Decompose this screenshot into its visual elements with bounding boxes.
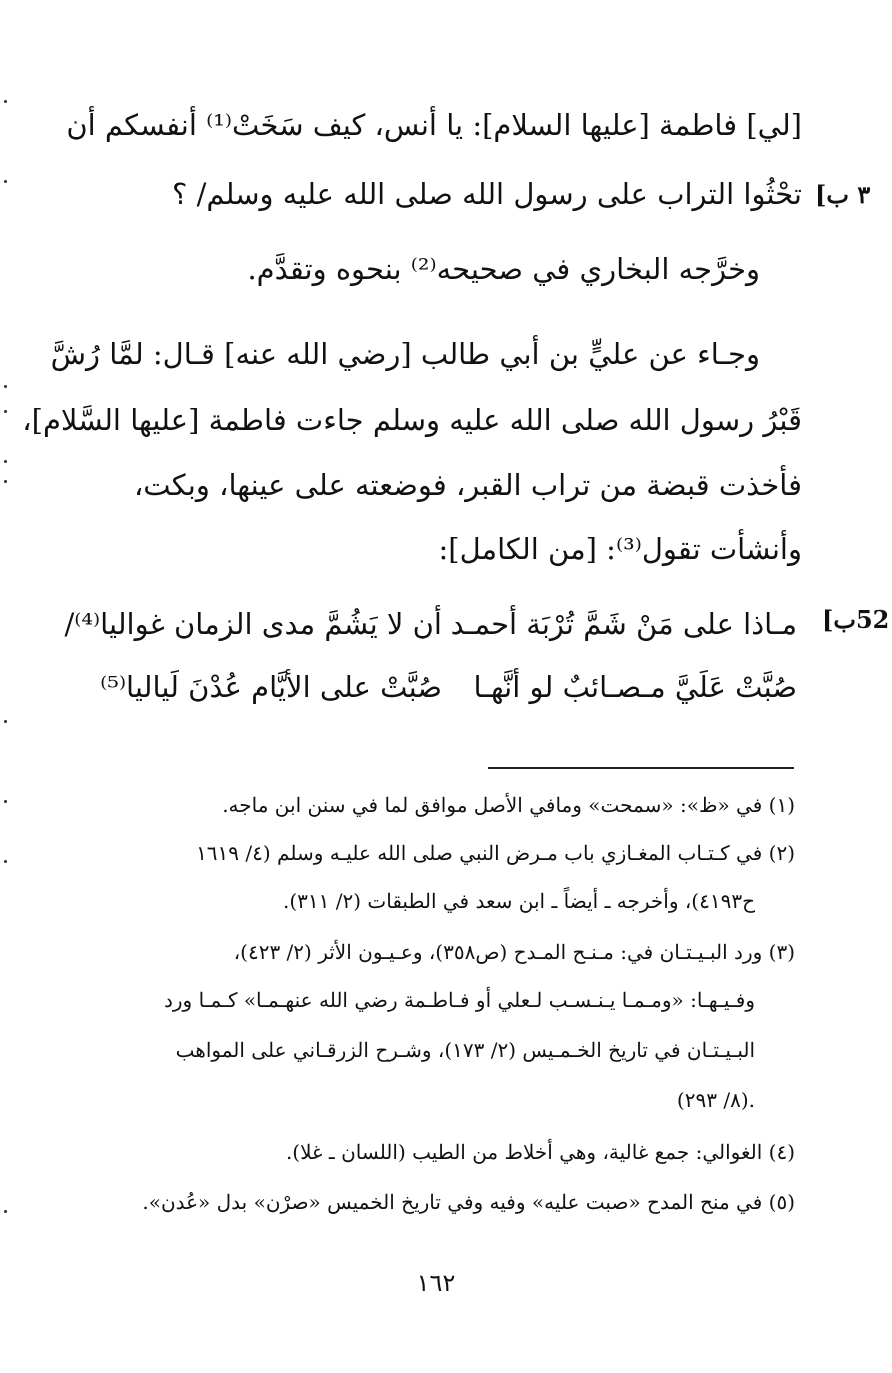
- body-line: تحْثُوا التراب على رسول الله صلى الله عليه وسلم/ ؟: [171, 177, 802, 211]
- edge-mark: [4, 860, 7, 863]
- footnote-line: (١) في «ظ»: «سمحت» ومافي الأصل موافق لما في سنن ابن ماجه.: [222, 793, 795, 817]
- edge-mark: [4, 1210, 7, 1213]
- edge-mark: [4, 800, 7, 803]
- body-line: [لي] فاطمة [عليها السلام]: يا أنس، كيف سَخَتْ⁽¹⁾ أنفسكم أن: [66, 108, 802, 142]
- footnote-line: البـيـتـان في تاريخ الخـمـيس (٢/ ١٧٣)، وشـرح الزرقـاني على المواهب: [175, 1038, 755, 1062]
- footnote-line: (٤) الغوالي: جمع غالية، وهي أخلاط من الطيب (اللسان ـ غلا).: [285, 1140, 795, 1164]
- body-line: فأخذت قبضة من تراب القبر، فوضعته على عينها، وبكت،: [133, 468, 802, 502]
- footnote-line: (٢) في كـتـاب المغـازي باب مـرض النبي صلى الله عليـه وسلم (٤/ ١٦١٩: [196, 841, 795, 865]
- footnote-line: وفـيـهـا: «ومـمـا يـنـسـب لـعلي أو فـاطـمة رضي الله عنهـمـا» كـمـا ورد: [163, 988, 755, 1012]
- verse-second-hemistich: أن لا يَشُمَّ مدى الزمان غواليا⁽⁴⁾/: [64, 607, 442, 641]
- edge-mark: [4, 480, 7, 483]
- margin-folio-note: 52ب]: [822, 605, 890, 634]
- footnote-line: (٣) ورد البـيـتـان في: مـنـح المـدح (ص٣٥٨)، وعـيـون الأثر (٢/ ٤٢٣)،: [233, 940, 795, 964]
- page-number: ١٦٢: [416, 1269, 456, 1297]
- footnote-separator: [488, 767, 794, 769]
- edge-mark: [4, 180, 7, 183]
- edge-mark: [4, 720, 7, 723]
- verse-first-hemistich: مـاذا على مَنْ شَمَّ تُرْبَة أحمـد: [450, 607, 797, 641]
- body-line: وخرَّجه البخاري في صحيحه⁽²⁾ بنحوه وتقدَّم.: [247, 252, 760, 286]
- body-line: وجـاء عن عليٍّ بن أبي طالب [رضي الله عنه] قـال: لمَّا رُشَّ: [50, 337, 760, 371]
- edge-mark: [4, 410, 7, 413]
- verse-first-hemistich: صُبَّتْ عَلَيَّ مـصـائبٌ لو أنَّهـا: [473, 670, 797, 704]
- footnote-line: ح٤١٩٣)، وأخرجه ـ أيضاً ـ ابن سعد في الطبقات (٢/ ٣١١).: [282, 889, 755, 913]
- body-line: وأنشأت تقول⁽³⁾: [من الكامل]:: [438, 532, 802, 566]
- edge-mark: [4, 100, 7, 103]
- edge-mark: [4, 385, 7, 388]
- margin-folio-note: ٣ ب]: [815, 180, 871, 209]
- edge-mark: [4, 460, 7, 463]
- footnote-line: (٥) في منح المدح «صبت عليه» وفيه وفي تاريخ الخميس «صرْن» بدل «عُدن».: [142, 1190, 795, 1214]
- verse-second-hemistich: صُبَّتْ على الأيَّام عُدْنَ لَياليا⁽⁵⁾: [100, 670, 442, 704]
- body-line: قَبْرُ رسول الله صلى الله عليه وسلم جاءت فاطمة [عليها السَّلام]،: [22, 403, 802, 437]
- footnote-line: (٨/ ٢٩٣).: [676, 1088, 755, 1112]
